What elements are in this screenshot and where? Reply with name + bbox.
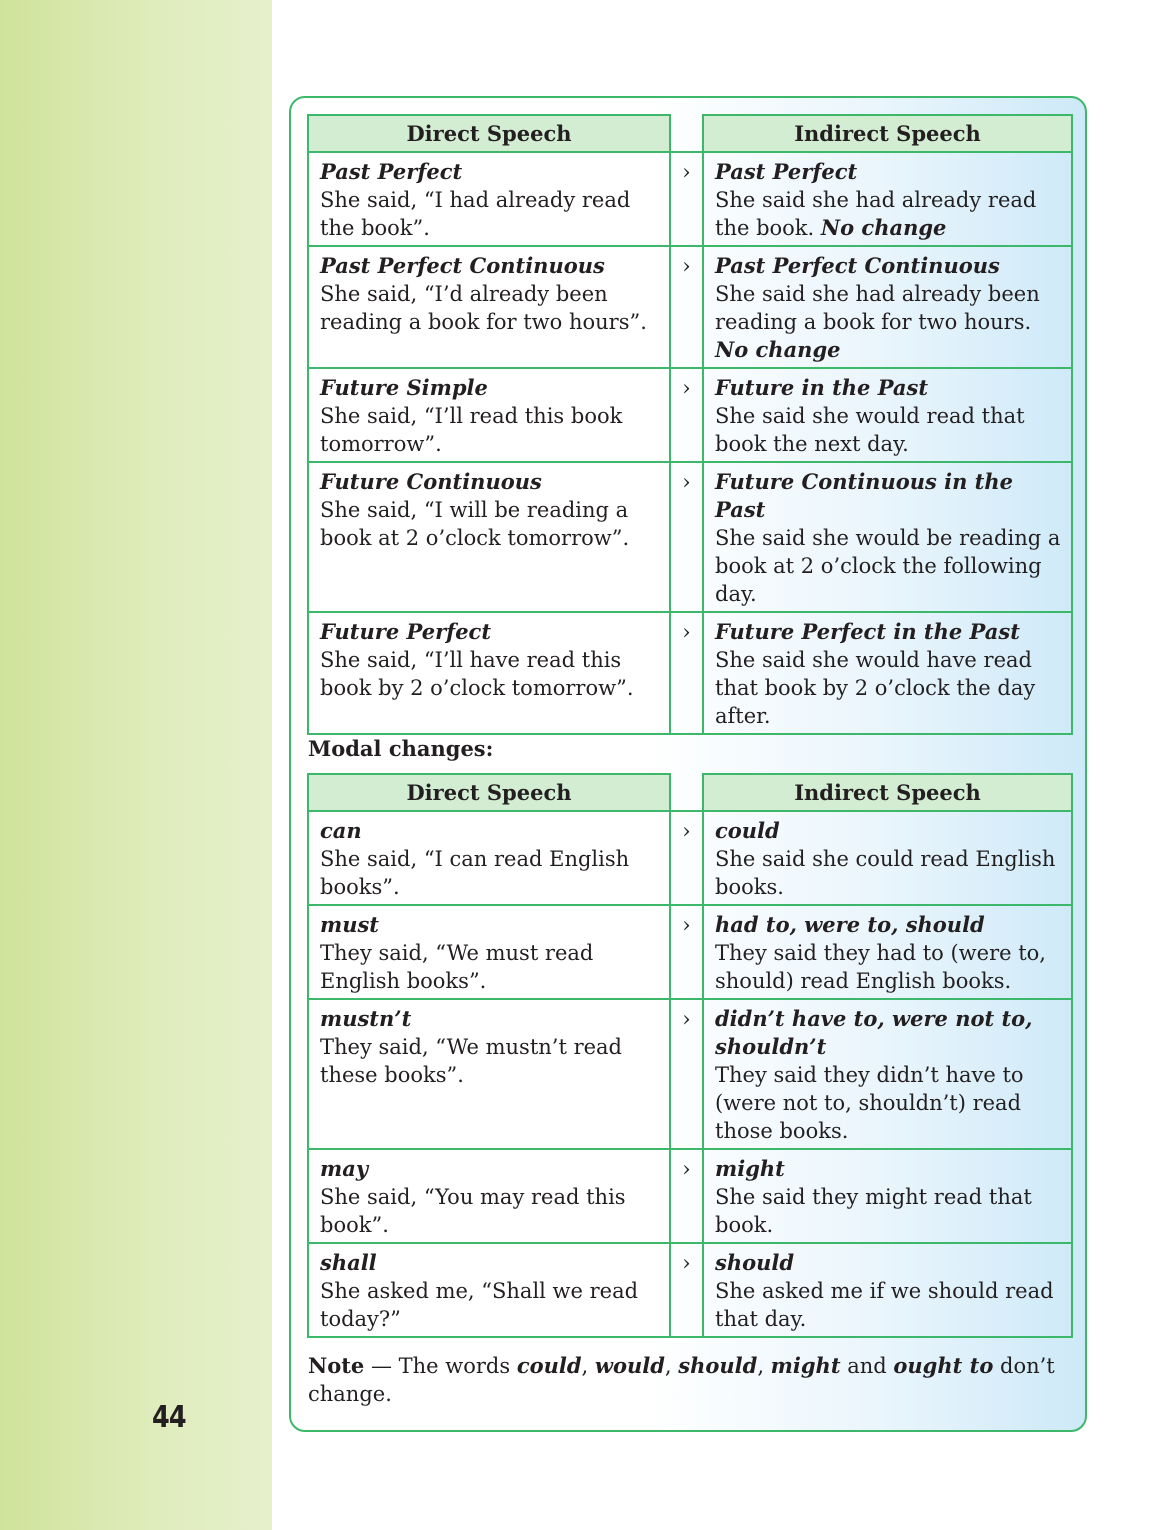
indirect-form: had to, were to, should	[715, 912, 985, 937]
direct-example: They said, “We must read English books”.	[320, 941, 594, 993]
direct-form: mustn’t	[320, 1006, 412, 1031]
indirect-form: might	[715, 1156, 785, 1181]
indirect-speech-cell	[703, 246, 1072, 368]
table-row	[308, 811, 1072, 905]
indirect-speech-header: Indirect Speech	[703, 115, 1072, 152]
modal-changes-title: Modal changes:	[308, 736, 494, 761]
indirect-speech-cell	[703, 462, 1072, 612]
tense-changes-table	[307, 114, 1073, 735]
indirect-example-text: She asked me if we should read that day.	[715, 1279, 1054, 1331]
indirect-form: could	[715, 818, 780, 843]
note-text: — The words	[364, 1354, 517, 1378]
direct-form: must	[320, 912, 380, 937]
indirect-example-text: She said she had already read the book.	[715, 188, 1037, 240]
direct-example: She said, “I can read English books”.	[320, 847, 630, 899]
indirect-example-text: She said she would be reading a book at 2 o’clock the following day.	[715, 526, 1061, 606]
direct-form: can	[320, 818, 362, 843]
arrow-icon: ›	[682, 1007, 691, 1031]
direct-example: She said, “I had already read the book”.	[320, 188, 631, 240]
direct-example: She said, “I’ll have read this book by 2 o’clock tomorrow”.	[320, 648, 634, 700]
note-word: might	[770, 1353, 841, 1378]
arrow-cell	[670, 368, 703, 462]
arrow-cell	[670, 905, 703, 999]
note-separator: ,	[581, 1354, 595, 1378]
indirect-example-text: She said she could read English books.	[715, 847, 1056, 899]
indirect-example	[715, 1183, 1061, 1239]
table-row	[308, 1149, 1072, 1243]
direct-form: Future Simple	[320, 375, 488, 400]
indirect-example	[715, 1061, 1061, 1145]
arrow-icon: ›	[682, 620, 691, 644]
indirect-example	[715, 280, 1061, 364]
direct-speech-cell	[308, 462, 670, 612]
arrow-cell	[670, 1149, 703, 1243]
direct-speech-cell	[308, 905, 670, 999]
indirect-speech-cell	[703, 1243, 1072, 1337]
arrow-cell	[670, 999, 703, 1149]
arrow-icon: ›	[682, 1251, 691, 1275]
note-word: could	[516, 1353, 582, 1378]
header-gap	[670, 115, 703, 152]
indirect-example-text: They said they didn’t have to (were not to, shouldn’t) read those books.	[715, 1063, 1024, 1143]
indirect-speech-cell	[703, 811, 1072, 905]
table-row	[308, 368, 1072, 462]
header-gap	[670, 774, 703, 811]
indirect-form: Past Perfect	[715, 159, 858, 184]
no-change-note: No change	[820, 215, 947, 240]
indirect-example	[715, 646, 1061, 730]
table-row	[308, 246, 1072, 368]
indirect-example	[715, 524, 1061, 608]
direct-example: She said, “I’d already been reading a book for two hours”.	[320, 282, 647, 334]
table-row	[308, 152, 1072, 246]
indirect-form: Past Perfect Continuous	[715, 253, 1000, 278]
arrow-icon: ›	[682, 1157, 691, 1181]
direct-example: She said, “I’ll read this book tomorrow”.	[320, 404, 623, 456]
indirect-form: should	[715, 1250, 795, 1275]
direct-speech-cell	[308, 612, 670, 734]
arrow-icon: ›	[682, 470, 691, 494]
arrow-icon: ›	[682, 819, 691, 843]
direct-form: Past Perfect	[320, 159, 463, 184]
note-separator: ,	[664, 1354, 679, 1378]
indirect-example-text: She said she had already been reading a book for two hours.	[715, 282, 1040, 334]
arrow-icon: ›	[682, 254, 691, 278]
direct-speech-cell	[308, 246, 670, 368]
table-row	[308, 999, 1072, 1149]
note-separator: ,	[757, 1354, 771, 1378]
direct-speech-cell	[308, 999, 670, 1149]
direct-form: Past Perfect Continuous	[320, 253, 605, 278]
indirect-speech-cell	[703, 152, 1072, 246]
direct-example: She said, “I will be reading a book at 2 o’clock tomorrow”.	[320, 498, 630, 550]
indirect-example	[715, 939, 1061, 995]
indirect-example	[715, 1277, 1061, 1333]
modal-changes-table	[307, 773, 1073, 1338]
direct-example: They said, “We mustn’t read these books”.	[320, 1035, 622, 1087]
indirect-example	[715, 186, 1061, 242]
page-number: 44	[152, 1400, 186, 1435]
direct-example: She asked me, “Shall we read today?”	[320, 1279, 639, 1331]
direct-form: Future Continuous	[320, 469, 542, 494]
indirect-example-text: She said they might read that book.	[715, 1185, 1032, 1237]
arrow-icon: ›	[682, 376, 691, 400]
table-header-row	[308, 774, 1072, 811]
arrow-icon: ›	[682, 160, 691, 184]
note-text: don’t change.	[308, 1354, 1055, 1406]
indirect-form: didn’t have to, were not to, shouldn’t	[715, 1006, 1033, 1059]
indirect-speech-header: Indirect Speech	[703, 774, 1072, 811]
arrow-icon: ›	[682, 913, 691, 937]
indirect-example	[715, 402, 1061, 458]
arrow-cell	[670, 811, 703, 905]
note-word: should	[678, 1353, 758, 1378]
direct-example: She said, “You may read this book”.	[320, 1185, 626, 1237]
indirect-speech-cell	[703, 368, 1072, 462]
note-label: Note	[308, 1353, 365, 1378]
indirect-example-text: She said she would read that book the next day.	[715, 404, 1025, 456]
indirect-example	[715, 845, 1061, 901]
arrow-cell	[670, 152, 703, 246]
direct-speech-header: Direct Speech	[308, 774, 670, 811]
table-row	[308, 612, 1072, 734]
direct-speech-cell	[308, 368, 670, 462]
indirect-speech-cell	[703, 612, 1072, 734]
table-row	[308, 905, 1072, 999]
indirect-form: Future in the Past	[715, 375, 929, 400]
arrow-cell	[670, 462, 703, 612]
direct-speech-header: Direct Speech	[308, 115, 670, 152]
indirect-form: Future Perfect in the Past	[715, 619, 1020, 644]
table-row	[308, 462, 1072, 612]
note-paragraph	[308, 1352, 1072, 1408]
direct-form: may	[320, 1156, 369, 1181]
arrow-cell	[670, 1243, 703, 1337]
note-word: would	[594, 1353, 665, 1378]
direct-speech-cell	[308, 1149, 670, 1243]
table-header-row	[308, 115, 1072, 152]
left-margin-band	[0, 0, 272, 1530]
direct-speech-cell	[308, 811, 670, 905]
indirect-speech-cell	[703, 1149, 1072, 1243]
note-word: ought to	[893, 1353, 994, 1378]
no-change-note: No change	[715, 337, 841, 362]
arrow-cell	[670, 246, 703, 368]
direct-speech-cell	[308, 152, 670, 246]
indirect-example-text: They said they had to (were to, should) read English books.	[715, 941, 1046, 993]
direct-speech-cell	[308, 1243, 670, 1337]
direct-form: shall	[320, 1250, 377, 1275]
table-row	[308, 1243, 1072, 1337]
indirect-speech-cell	[703, 905, 1072, 999]
indirect-form: Future Continuous in the Past	[715, 469, 1014, 522]
indirect-speech-cell	[703, 999, 1072, 1149]
indirect-example-text: She said she would have read that book by 2 o’clock the day after.	[715, 648, 1036, 728]
note-separator: and	[840, 1354, 894, 1378]
direct-form: Future Perfect	[320, 619, 492, 644]
arrow-cell	[670, 612, 703, 734]
